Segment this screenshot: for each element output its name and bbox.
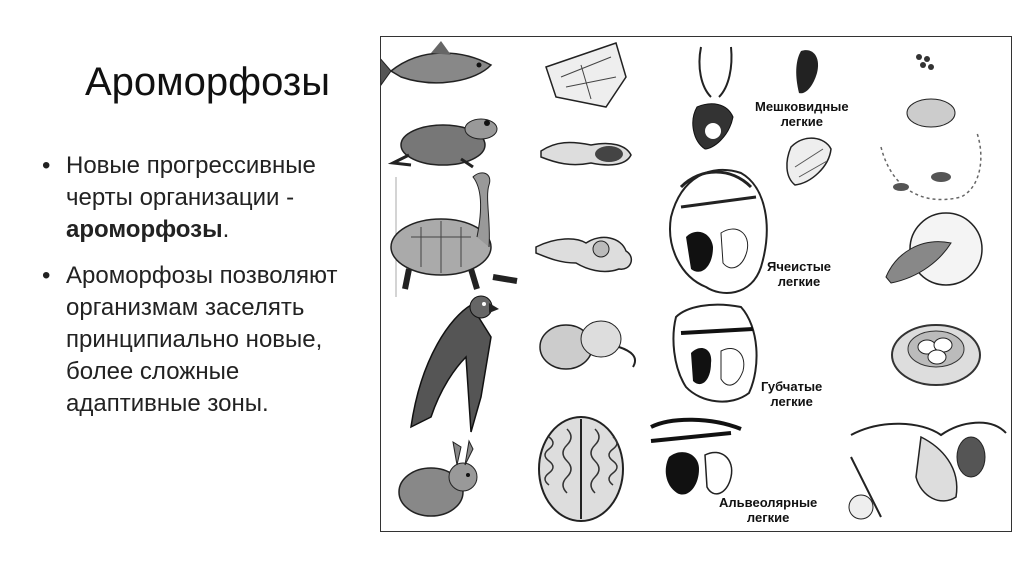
frog-icon	[393, 119, 497, 167]
cell-lungs-label-line1: Ячеистые	[767, 259, 832, 274]
spongy-lungs-label-line2: легкие	[770, 394, 813, 409]
frog-brain-icon	[541, 143, 631, 165]
bullet-dot-icon: •	[42, 262, 51, 289]
bird-brain-icon	[540, 321, 635, 369]
amphibian-heart-icon	[670, 170, 767, 293]
bullet-1-text: Новые прогрессивные черты организации -	[66, 152, 316, 211]
illustration-drawings	[381, 37, 1013, 533]
alveolar-lungs-label-line1: Альвеолярные	[719, 495, 818, 510]
alveolar-lungs-label	[719, 495, 817, 525]
fish-icon	[381, 41, 491, 85]
fish-heart-icon	[693, 47, 733, 149]
bullet-item-2	[40, 260, 370, 420]
turtle-icon	[391, 173, 517, 297]
eagle-icon	[411, 296, 499, 432]
rabbit-icon	[399, 441, 477, 516]
fish-skull-icon	[546, 43, 626, 107]
bird-heart-icon	[651, 420, 741, 495]
cell-lungs-label-line2: легкие	[777, 274, 821, 289]
spongy-lungs-label	[761, 379, 822, 409]
frog-development-icon	[881, 54, 981, 200]
reptile-egg-icon	[886, 213, 982, 285]
mammal-brain-icon	[539, 417, 623, 521]
alveolar-lungs-label-line2: легкие	[746, 510, 790, 525]
reptile-heart-icon	[673, 305, 756, 402]
bird-nest-icon	[892, 325, 980, 385]
cell-lungs-label	[767, 259, 831, 289]
uterus-icon	[849, 423, 1006, 519]
bullet-1-bold: ароморфозы	[66, 216, 223, 243]
sac-lungs-label-line1: Мешковидные	[755, 99, 849, 114]
bullet-1-tail: .	[222, 216, 230, 243]
bullet-item-1	[40, 150, 370, 246]
bullet-list	[40, 150, 370, 434]
sac-lungs-label	[755, 99, 849, 129]
bullet-2-text: Ароморфозы позволяют организмам заселять принципиально новые, более сложные адаптивные зоны.	[66, 262, 338, 417]
reptile-brain-icon	[536, 237, 631, 271]
sac-lungs-label-line2: легкие	[780, 114, 824, 129]
aromorphosis-illustration	[380, 36, 1012, 532]
slide-title: Ароморфозы	[85, 60, 330, 104]
spongy-lungs-label-line1: Губчатые	[761, 379, 823, 394]
bullet-dot-icon: •	[42, 152, 51, 179]
